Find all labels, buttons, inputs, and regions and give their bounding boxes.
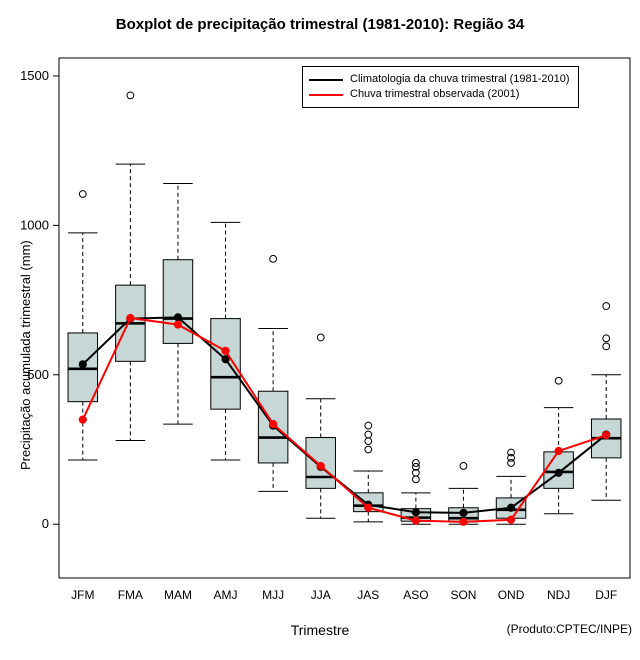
series-point — [507, 516, 514, 523]
x-axis-label: Trimestre — [290, 622, 350, 638]
outlier-point — [79, 191, 86, 198]
legend-swatch — [309, 79, 343, 81]
series-point — [603, 432, 610, 439]
x-tick-label: NDJ — [546, 588, 571, 602]
x-tick-label: JAS — [357, 588, 380, 602]
legend-item — [309, 72, 570, 87]
x-tick-label: MAM — [163, 588, 192, 602]
boxplot-box — [258, 255, 288, 491]
series-point — [79, 361, 86, 368]
outlier-point — [555, 377, 562, 384]
boxplot-box — [211, 222, 241, 460]
outlier-point — [412, 476, 419, 483]
boxplot-box — [591, 303, 621, 501]
outlier-point — [603, 335, 610, 342]
x-tick-label: ASO — [403, 588, 429, 602]
series-point — [79, 416, 86, 423]
x-tick-label: FMA — [117, 588, 144, 602]
series-line — [83, 318, 606, 522]
legend-label: Climatologia da chuva trimestral (1981-2010) — [350, 73, 570, 85]
boxplot-box — [306, 334, 336, 518]
series-point — [460, 518, 467, 525]
series-point — [412, 509, 419, 516]
x-tick-label: AMJ — [213, 588, 238, 602]
x-tick-label: SON — [450, 588, 477, 602]
y-tick-label: 1000 — [20, 217, 49, 233]
outlier-point — [365, 446, 372, 453]
series-point — [317, 462, 324, 469]
x-tick-label: OND — [497, 588, 525, 602]
series-point — [222, 347, 229, 354]
boxplot-box — [116, 92, 146, 441]
outlier-point — [317, 334, 324, 341]
page-title: Boxplot de precipitação trimestral (1981-2010): Região 34 — [115, 16, 525, 33]
outlier-point — [365, 431, 372, 438]
series-point — [270, 420, 277, 427]
y-tick-label: 500 — [27, 366, 49, 382]
outlier-point — [603, 303, 610, 310]
y-axis-label: Precipitação acumulada trimestral (mm) — [18, 240, 33, 470]
series-point — [507, 504, 514, 511]
outlier-point — [365, 422, 372, 429]
y-tick-label: 0 — [41, 516, 49, 532]
x-tick-label: JJA — [310, 588, 331, 602]
series-point — [460, 509, 467, 516]
series-point — [555, 447, 562, 454]
outlier-point — [603, 343, 610, 350]
legend — [302, 66, 579, 108]
boxplot-box — [163, 184, 193, 425]
credit-note: (Produto:CPTEC/INPE) — [506, 622, 632, 636]
series-point — [555, 469, 562, 476]
series-point — [174, 314, 181, 321]
legend-item — [309, 87, 570, 102]
outlier-point — [365, 438, 372, 445]
outlier-point — [127, 92, 134, 99]
series-line — [83, 317, 606, 512]
series-point — [222, 356, 229, 363]
series-point — [174, 321, 181, 328]
x-tick-label: DJF — [595, 588, 618, 602]
legend-label: Chuva trimestral observada (2001) — [350, 88, 520, 100]
x-tick-label: MJJ — [262, 588, 285, 602]
series-point — [365, 504, 372, 511]
outlier-point — [460, 463, 467, 470]
box-iqr — [211, 319, 241, 410]
boxplot-box — [544, 377, 574, 513]
x-tick-label: JFM — [71, 588, 95, 602]
series-point — [412, 517, 419, 524]
boxplot-box — [496, 449, 526, 524]
outlier-point — [270, 255, 277, 262]
y-tick-label: 1500 — [20, 67, 49, 83]
legend-swatch — [309, 94, 343, 96]
series-point — [127, 314, 134, 321]
